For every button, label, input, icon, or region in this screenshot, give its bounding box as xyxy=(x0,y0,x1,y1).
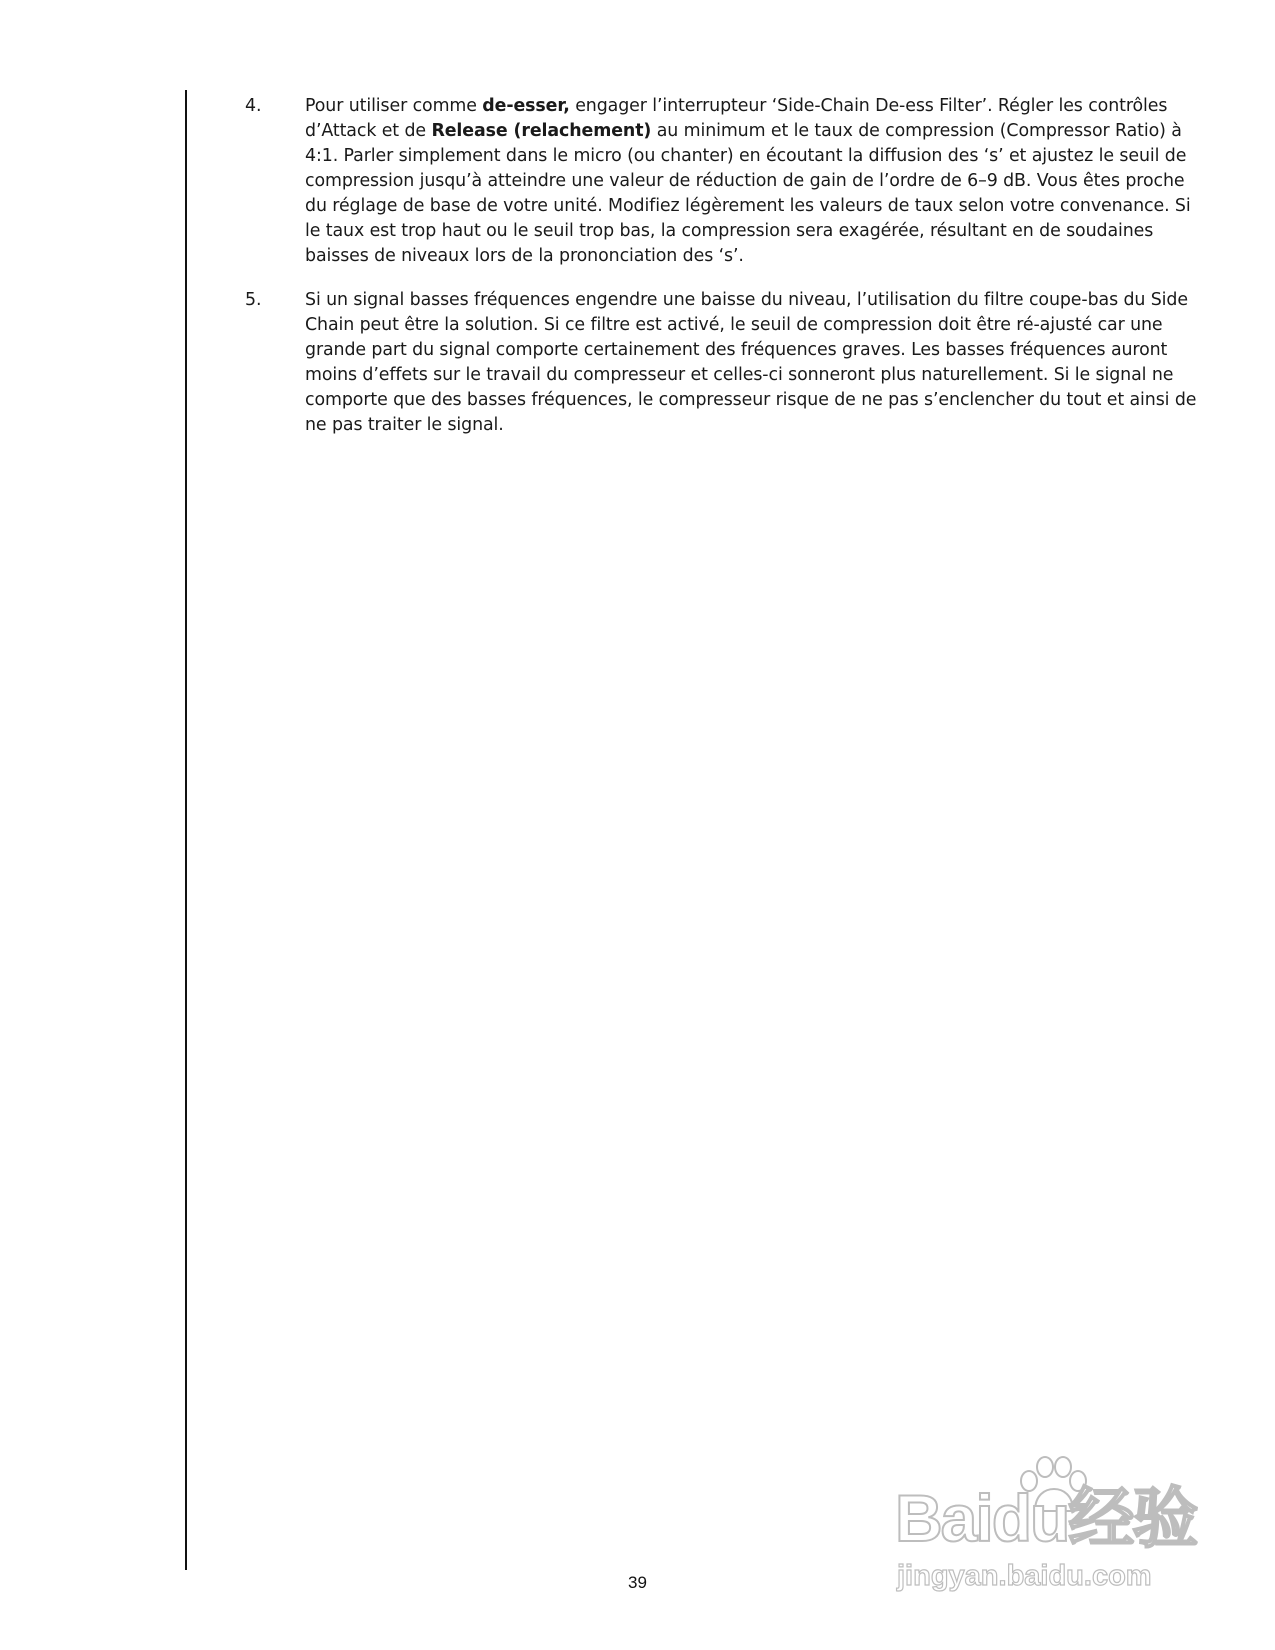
watermark-logo-text: Baidu经验 xyxy=(895,1481,1197,1555)
baidu-watermark xyxy=(895,1455,1215,1595)
list-item-number: 5. xyxy=(245,290,262,310)
page-content xyxy=(245,94,1205,457)
list-item-text: Si un signal basses fréquences engendre une baisse du niveau, l’utilisation du filtre coupe-bas du Side Chain peut être la solution. Si ce filtre est activé, le seuil de compression doit être ré-ajusté car une grande part du signal comporte certainement des fréquences graves. Les basses fréquences auront moins d’effets sur le travail du compresseur et celles-ci sonneront plus naturellement. Si le signal ne comporte que des basses fréquences, le compresseur risque de ne pas s’enclencher du tout et ainsi de ne pas traiter le signal. xyxy=(305,290,1197,435)
bold-term-release: Release (relachement) xyxy=(431,121,652,141)
list-item-5 xyxy=(245,288,1205,438)
page-number: 39 xyxy=(628,1573,647,1592)
watermark-url-text: jingyan.baidu.com xyxy=(897,1560,1152,1592)
list-item-text: Pour utiliser comme de-esser, engager l’interrupteur ‘Side-Chain De-ess Filter’. Régler les contrôles d’Attack et de Release (relachement) au minimum et le taux de compression (Compressor Ratio) à 4:1. Parler simplement dans le micro (ou chanter) en écoutant la diffusion des ‘s’ et ajustez le seuil de compression jusqu’à atteindre une valeur de réduction de gain de l’ordre de 6–9 dB. Vous êtes proche du réglage de base de votre unité. Modifiez légèrement les valeurs de taux selon votre convenance. Si le taux est trop haut ou le seuil trop bas, la compression sera exagérée, résultant en de soudaines baisses de niveaux lors de la prononciation des ‘s’. xyxy=(305,96,1191,266)
list-item-4 xyxy=(245,94,1205,269)
bold-term-de-esser: de-esser, xyxy=(482,96,570,116)
list-item-number: 4. xyxy=(245,96,262,116)
margin-rule xyxy=(185,90,187,1570)
